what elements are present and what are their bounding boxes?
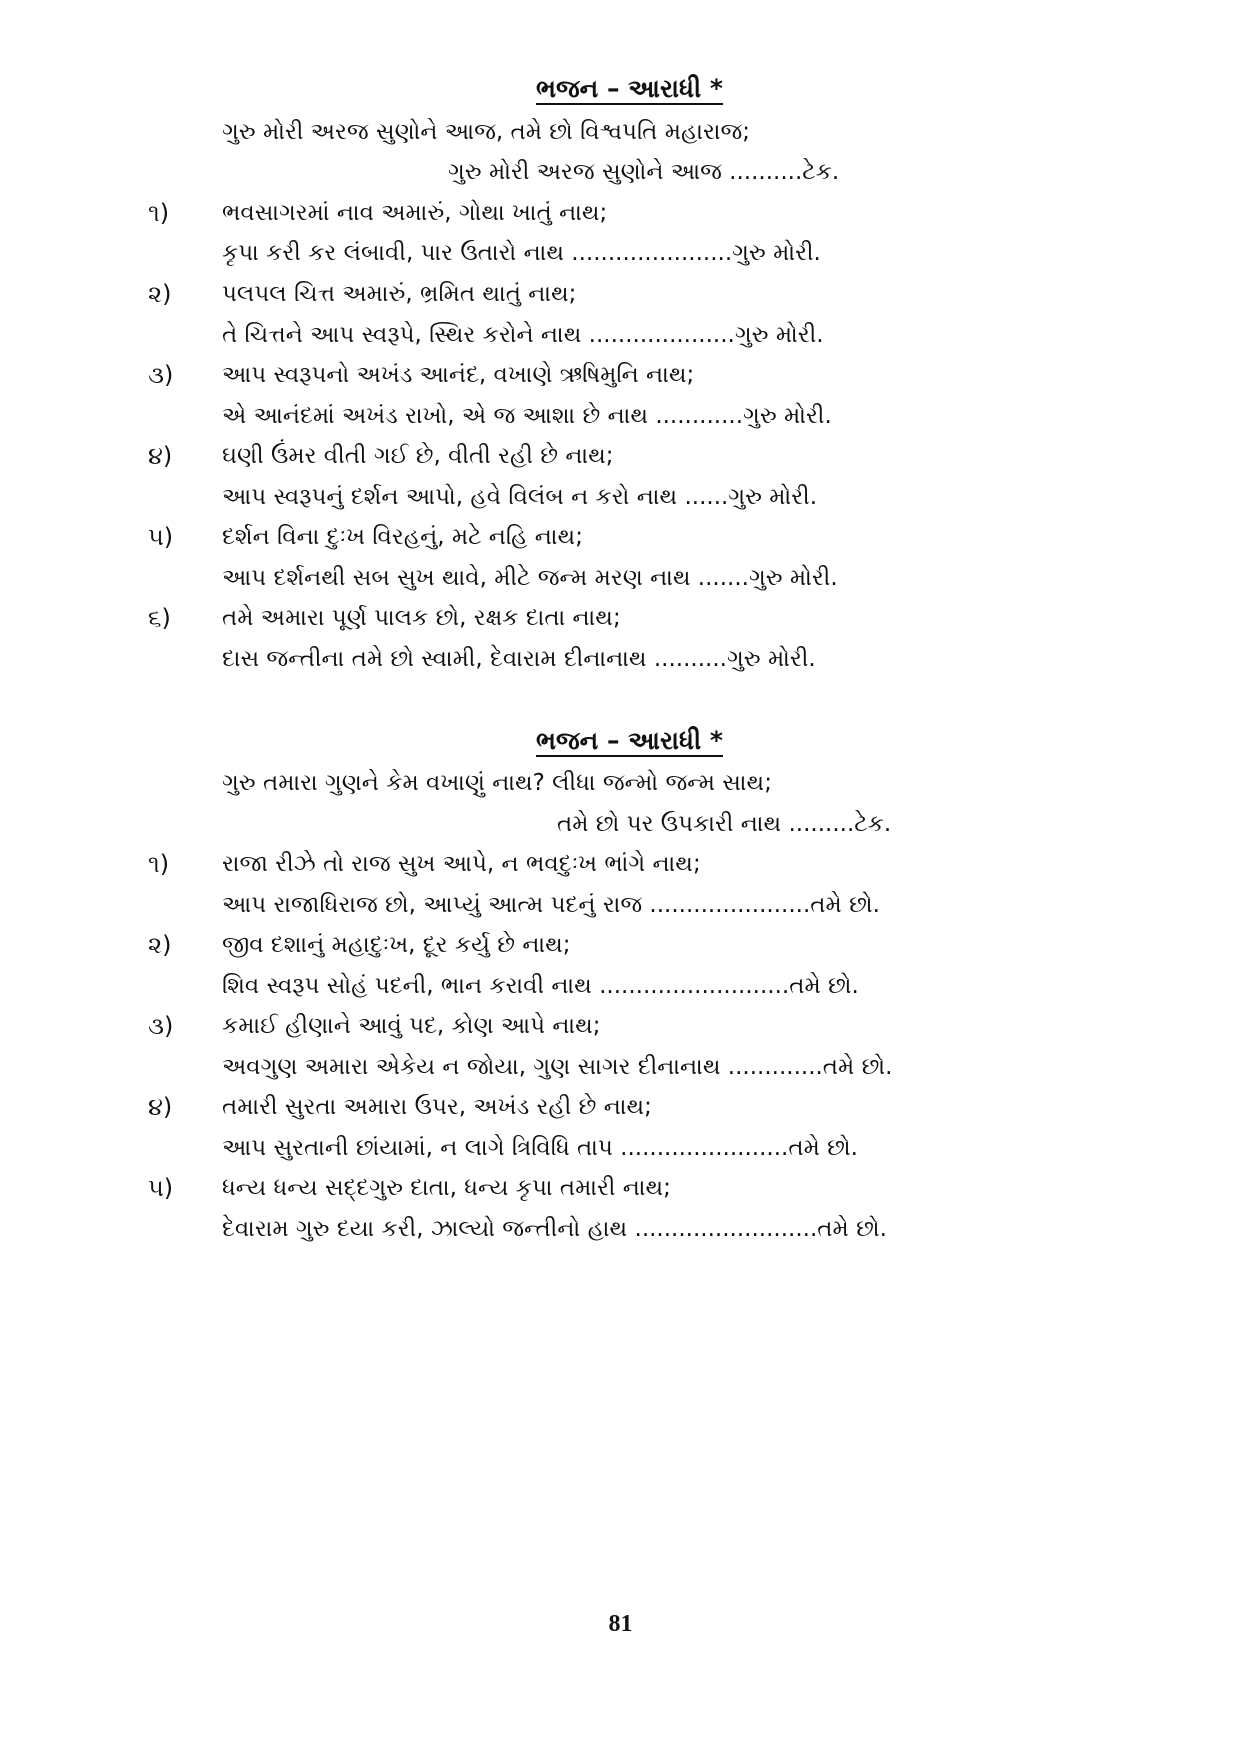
verse-line: ભવસાગરમાં નાવ અમારું, ગોથા ખાતું નાથ; [222, 200, 608, 226]
verse-line: આપ સ્વરૂપનું દર્શન આપો, હવે વિલંબ ન કરો નાથ ......ગુરુ મોરી. [222, 484, 818, 510]
verse-line: આપ સુરતાની છાંયામાં, ન લાગે ત્રિવિધિ તાપ .......................તમે છો. [222, 1135, 858, 1161]
chorus-line-2: તમે છો પર ઉપકારી નાથ .........ટેક. [557, 811, 892, 837]
verse-line: ધન્ય ધન્ય સદ્દગુરુ દાતા, ધન્ય કૃપા તમારી નાથ; [222, 1175, 671, 1201]
verse-line: પલપલ ચિત્ત અમારું, ભ્રમિત થાતું નાથ; [222, 281, 577, 307]
verse-number: ૧) [148, 850, 170, 878]
verse-number: ૪) [148, 1093, 173, 1121]
bhajan-title-1: ભજન – આરાધી * [536, 74, 723, 103]
verse-line: દાસ જન્તીના તમે છો સ્વામી, દેવારામ દીનાનાથ ..........ગુરુ મોરી. [222, 646, 816, 672]
verse-line: એ આનંદમાં અખંડ રાખો, એ જ આશા છે નાથ ............ગુરુ મોરી. [222, 403, 832, 429]
verse-line: તમારી સુરતા અમારા ઉપર, અખંડ રહી છે નાથ; [222, 1094, 652, 1120]
verse-number: ૧) [148, 199, 170, 227]
chorus-line-2: ગુરુ મોરી અરજ સુણોને આજ ..........ટેક. [448, 159, 840, 185]
verse-line: ઘણી ઉંમર વીતી ગઈ છે, વીતી રહી છે નાથ; [222, 443, 614, 469]
chorus-line-1: ગુરુ તમારા ગુણને કેમ વખાણું નાથ? લીધા જન્મો જન્મ સાથ; [222, 770, 772, 796]
verse-line: આપ દર્શનથી સબ સુખ થાવે, મીટે જન્મ મરણ નાથ .......ગુરુ મોરી. [222, 565, 838, 591]
verse-number: ૬) [148, 604, 171, 632]
verse-number: ૫) [148, 1174, 174, 1202]
verse-number: ૩) [148, 361, 174, 389]
verse-line: જીવ દશાનું મહાદુઃખ, દૂર કર્યુ છે નાથ; [222, 932, 571, 958]
verse-line: કૃપા કરી કર લંબાવી, પાર ઉતારો નાથ ......................ગુરુ મોરી. [222, 240, 821, 266]
verse-line: કમાઈ હીણાને આવું પદ, કોણ આપે નાથ; [222, 1013, 601, 1039]
bhajan-title-2: ભજન – આરાધી * [536, 726, 723, 755]
verse-line: આપ સ્વરૂપનો અખંડ આનંદ, વખાણે ઋષિમુનિ નાથ; [222, 362, 695, 388]
verse-line: તમે અમારા પૂર્ણ પાલક છો, રક્ષક દાતા નાથ; [222, 605, 621, 631]
verse-line: શિવ સ્વરૂપ સોહં પદની, ભાન કરાવી નાથ ..........................તમે છો. [222, 973, 859, 999]
verse-line: દર્શન વિના દુઃખ વિરહનું, મટે નહિ નાથ; [222, 524, 583, 550]
verse-line: દેવારામ ગુરુ દયા કરી, ઝાલ્યો જન્તીનો હાથ .........................તમે છો. [222, 1216, 887, 1242]
verse-number: ૪) [148, 442, 173, 470]
verse-number: ૩) [148, 1012, 174, 1040]
verse-line: આપ રાજાધિરાજ છો, આપ્યું આત્મ પદનું રાજ ......................તમે છો. [222, 892, 880, 918]
verse-number: ૫) [148, 523, 174, 551]
page-number: 81 [608, 1611, 633, 1637]
verse-line: તે ચિત્તને આપ સ્વરૂપે, સ્થિર કરોને નાથ ....................ગુરુ મોરી. [222, 322, 824, 348]
chorus-line-1: ગુરુ મોરી અરજ સુણોને આજ, તમે છો વિશ્વપતિ મહારાજ; [222, 119, 751, 145]
verse-number: ૨) [148, 280, 172, 308]
verse-number: ૨) [148, 931, 172, 959]
verse-line: રાજા રીઝે તો રાજ સુખ આપે, ન ભવદુઃખ ભાંગે નાથ; [222, 851, 701, 877]
verse-line: અવગુણ અમારા એકેય ન જોયા, ગુણ સાગર દીનાનાથ .............તમે છો. [222, 1054, 893, 1080]
